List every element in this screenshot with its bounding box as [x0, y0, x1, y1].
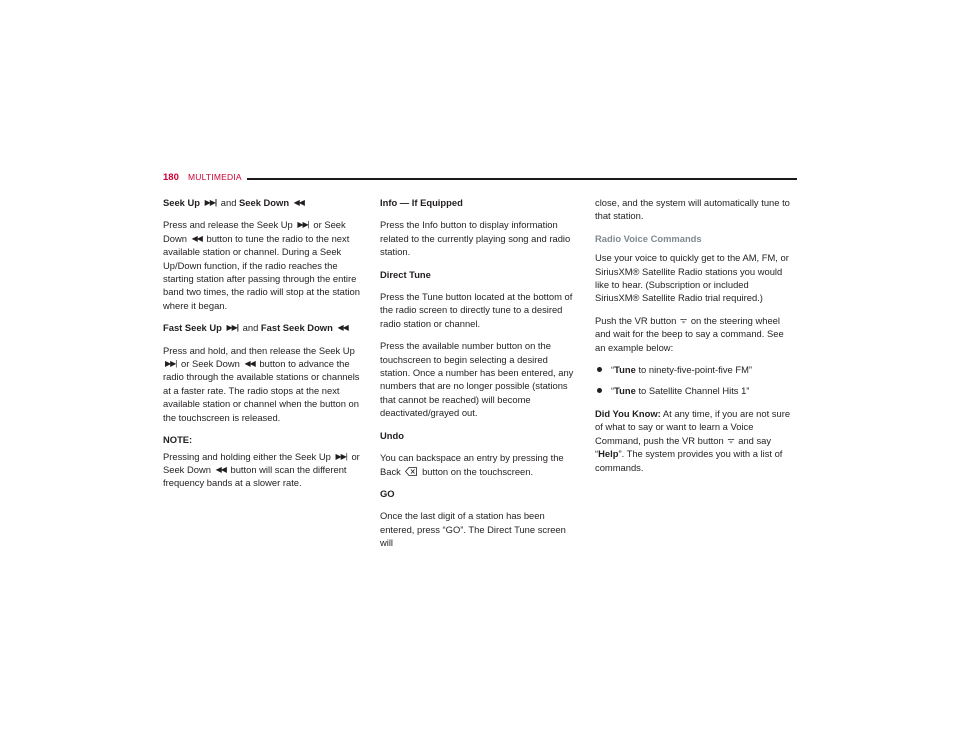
go-heading: GO — [380, 487, 395, 499]
seek-paragraph: Press and release the Seek Up ▶▶| or Seek Down ◀◀ button to tune the radio to the next available station or channel. During a Seek Up/Down function, if the radio reaches the starting station after passing through the entire band two times, the radio will stop at the station where it began. — [163, 219, 360, 311]
seek-up-icon: ▶▶| — [335, 451, 347, 461]
column-2 — [380, 196, 580, 559]
info-paragraph: Press the Info button to display information related to the currently playing song and radio station. — [380, 219, 571, 258]
direct-tune-heading: Direct Tune — [380, 268, 431, 280]
page-header — [163, 172, 797, 186]
go-paragraph: Once the last digit of a station has been entered, press “GO”. The Direct Tune screen will — [380, 510, 566, 549]
go-paragraph-continued: close, and the system will automatically tune to that station. — [595, 197, 790, 222]
direct-tune-paragraph-1: Press the Tune button located at the bottom of the radio screen to directly tune to a desired radio station or channel. — [380, 291, 573, 329]
seek-down-icon: ◀◀ — [215, 464, 226, 474]
info-heading: Info — If Equipped — [380, 197, 463, 208]
note-heading: NOTE: — [163, 434, 193, 446]
seek-down-icon: ◀◀ — [244, 359, 255, 369]
did-you-know-paragraph: Did You Know: At any time, if you are not sure of what to say or want to learn a Voice Command, push the VR button ᯤ and say “Help”. The system provides you with a list of commands. — [595, 407, 791, 473]
voice-recognition-icon: ᯤ — [727, 435, 735, 445]
fast-seek-paragraph: Press and hold, and then release the Seek Up ▶▶| or Seek Down ◀◀ button to advance the radio through the available stations or channels at a faster rate. The radio stops at the next available station or channel when the button on the touchscreen is released. — [163, 344, 360, 423]
radio-voice-commands-paragraph: Use your voice to quickly get to the AM, FM, or SiriusXM® Satellite Radio stations you would like to hear. (Subscription or included SiriusXM® Satellite Radio trial required.) — [595, 252, 789, 304]
seek-up-icon: ▶▶| — [204, 198, 217, 207]
seek-up-icon: ▶▶| — [226, 323, 239, 333]
list-item: “Tune to Satellite Channel Hits 1” — [595, 384, 795, 397]
header-rule — [247, 178, 797, 180]
seek-heading: Seek Up ▶▶| and Seek Down ◀◀ — [163, 197, 304, 208]
fast-seek-heading: Fast Seek Up ▶▶| and Fast Seek Down ◀◀ — [163, 322, 348, 334]
voice-command-examples — [595, 363, 795, 398]
push-vr-paragraph: Push the VR button ᯤ on the steering wheel and wait for the beep to say a command. See an example below: — [595, 314, 784, 353]
radio-voice-commands-heading: Radio Voice Commands — [595, 232, 702, 244]
column-3 — [595, 196, 795, 483]
seek-down-icon: ◀◀ — [293, 198, 304, 207]
direct-tune-paragraph-2: Press the available number button on the touchscreen to begin selecting a desired station. Once a number has been entered, any numbers that are no longer possible (stations that cannot be reached) will become deactivated/grayed out. — [380, 340, 574, 419]
bullet-icon — [597, 388, 602, 393]
section-title: MULTIMEDIA — [188, 172, 242, 182]
list-item: “Tune to ninety-five-point-five FM” — [595, 363, 795, 376]
seek-down-icon: ◀◀ — [191, 233, 202, 243]
bullet-icon — [597, 367, 602, 372]
note-paragraph: Pressing and holding either the Seek Up ▶▶| or Seek Down ◀◀ button will scan the different frequency bands at a slower rate. — [163, 450, 360, 489]
page-number: 180 — [163, 172, 179, 183]
seek-up-icon: ▶▶| — [297, 220, 309, 230]
column-1 — [163, 196, 363, 499]
undo-heading: Undo — [380, 429, 404, 441]
backspace-icon — [405, 467, 417, 476]
seek-up-icon: ▶▶| — [165, 359, 177, 369]
voice-recognition-icon: ᯤ — [679, 315, 688, 325]
seek-down-icon: ◀◀ — [337, 323, 348, 333]
undo-paragraph: You can backspace an entry by pressing the Back button on the touchscreen. — [380, 452, 564, 477]
